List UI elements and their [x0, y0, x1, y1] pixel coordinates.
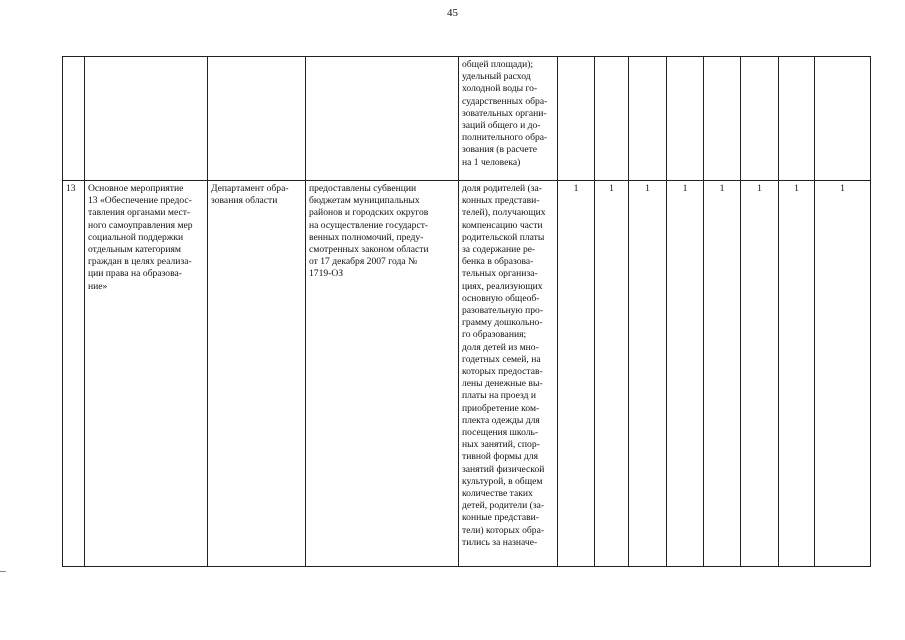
result-cell [306, 181, 459, 567]
text-line: посещения школь- [462, 427, 539, 439]
text-line: ции права на образова- [88, 268, 182, 280]
value-cell: 1 [779, 181, 815, 567]
text-line: смотренных законом области [309, 244, 429, 256]
value-cell [667, 57, 704, 181]
text-line: районов и городских округов [309, 207, 429, 219]
text-line: за содержание ре- [462, 244, 536, 256]
text-line: 13 «Обеспечение предос- [88, 195, 192, 207]
value-cell: 1 [595, 181, 629, 567]
margin-mark [0, 571, 6, 572]
value-cell: 1 [704, 181, 741, 567]
text-line: бюджетам муниципальных [309, 195, 420, 207]
text-line: зовательных органи- [462, 107, 547, 119]
text-line: приобретение ком- [462, 402, 540, 414]
measure-cell [85, 57, 208, 181]
text-line: 1719-ОЗ [309, 268, 344, 280]
indicator-cell [459, 181, 558, 567]
index-cell [63, 57, 85, 181]
value-cell: 1 [558, 181, 595, 567]
text-line: от 17 декабря 2007 года № [309, 256, 418, 268]
text-line: культурой, в общем [462, 475, 543, 487]
text-line: количестве таких [462, 488, 533, 500]
text-line: тились за назначе- [462, 536, 538, 548]
text-line: зования (в расчете [462, 144, 538, 156]
text-line: сударственных обра- [462, 95, 548, 107]
value-cell: 1 [815, 181, 871, 567]
text-line: детей, родители (за- [462, 500, 545, 512]
text-line: тавления органами мест- [88, 207, 191, 219]
index-cell: 13 [63, 181, 85, 567]
value-cell [741, 57, 779, 181]
text-line: платы на проезд и [462, 390, 537, 402]
executor-cell [208, 57, 306, 181]
table-row-13 [63, 181, 871, 567]
text-line: Основное мероприятие [88, 183, 184, 194]
value-cell [558, 57, 595, 181]
text-line: тивной формы для [462, 451, 538, 463]
value-cell: 1 [667, 181, 704, 567]
text-line: конные представи- [462, 512, 539, 524]
page-number: 45 [447, 7, 458, 19]
text-line: основную общеоб- [462, 292, 540, 304]
text-line: бенка в образова- [462, 256, 534, 268]
text-line: на осуществление государст- [309, 219, 429, 231]
text-line: отдельным категориям [88, 244, 181, 256]
text-line: венных полномочий, преду- [309, 231, 424, 243]
value-cell [595, 57, 629, 181]
text-line: на 1 человека) [462, 156, 521, 168]
text-line: родительской платы [462, 231, 545, 243]
result-cell [306, 57, 459, 181]
text-line: тельных организа- [462, 268, 538, 280]
text-line: заций общего и до- [462, 120, 541, 132]
text-line: циях, реализующих [462, 280, 543, 292]
text-line: предоставлены субвенции [309, 183, 417, 194]
text-line: холодной воды го- [462, 83, 538, 95]
text-line: плекта одежды для [462, 414, 540, 426]
text-line: лены денежные вы- [462, 378, 543, 390]
text-line: телей), получающих [462, 207, 546, 219]
text-line: ние» [88, 280, 108, 292]
value-cell: 1 [741, 181, 779, 567]
indicator-cell [459, 57, 558, 181]
executor-cell [208, 181, 306, 567]
value-cell [815, 57, 871, 181]
text-line: конных представи- [462, 195, 540, 207]
table-row-continued [63, 57, 871, 181]
text-line: доля детей из мно- [462, 341, 539, 353]
text-line: занятий физической [462, 463, 545, 475]
text-line: годетных семей, на [462, 353, 541, 365]
text-line: тели) которых обра- [462, 524, 545, 536]
text-line: зования области [211, 195, 278, 207]
value-cell [704, 57, 741, 181]
text-line: грамму дошкольно- [462, 317, 543, 329]
text-line: удельный расход [462, 71, 531, 83]
text-line: общей площади); [462, 59, 534, 70]
text-line: ных занятий, спор- [462, 439, 540, 451]
text-line: полнительного обра- [462, 132, 548, 144]
measure-cell [85, 181, 208, 567]
text-line: го образования; [462, 329, 527, 341]
program-table [62, 56, 871, 567]
text-line: которых предостав- [462, 366, 543, 378]
text-line: Департамент обра- [211, 183, 289, 194]
text-line: ного самоуправления мер [88, 219, 193, 231]
text-line: доля родителей (за- [462, 183, 542, 194]
value-cell [629, 57, 667, 181]
text-line: разовательную про- [462, 305, 544, 317]
text-line: компенсацию части [462, 219, 543, 231]
value-cell [779, 57, 815, 181]
text-line: социальной поддержки [88, 231, 184, 243]
text-line: граждан в целях реализа- [88, 256, 192, 268]
value-cell: 1 [629, 181, 667, 567]
